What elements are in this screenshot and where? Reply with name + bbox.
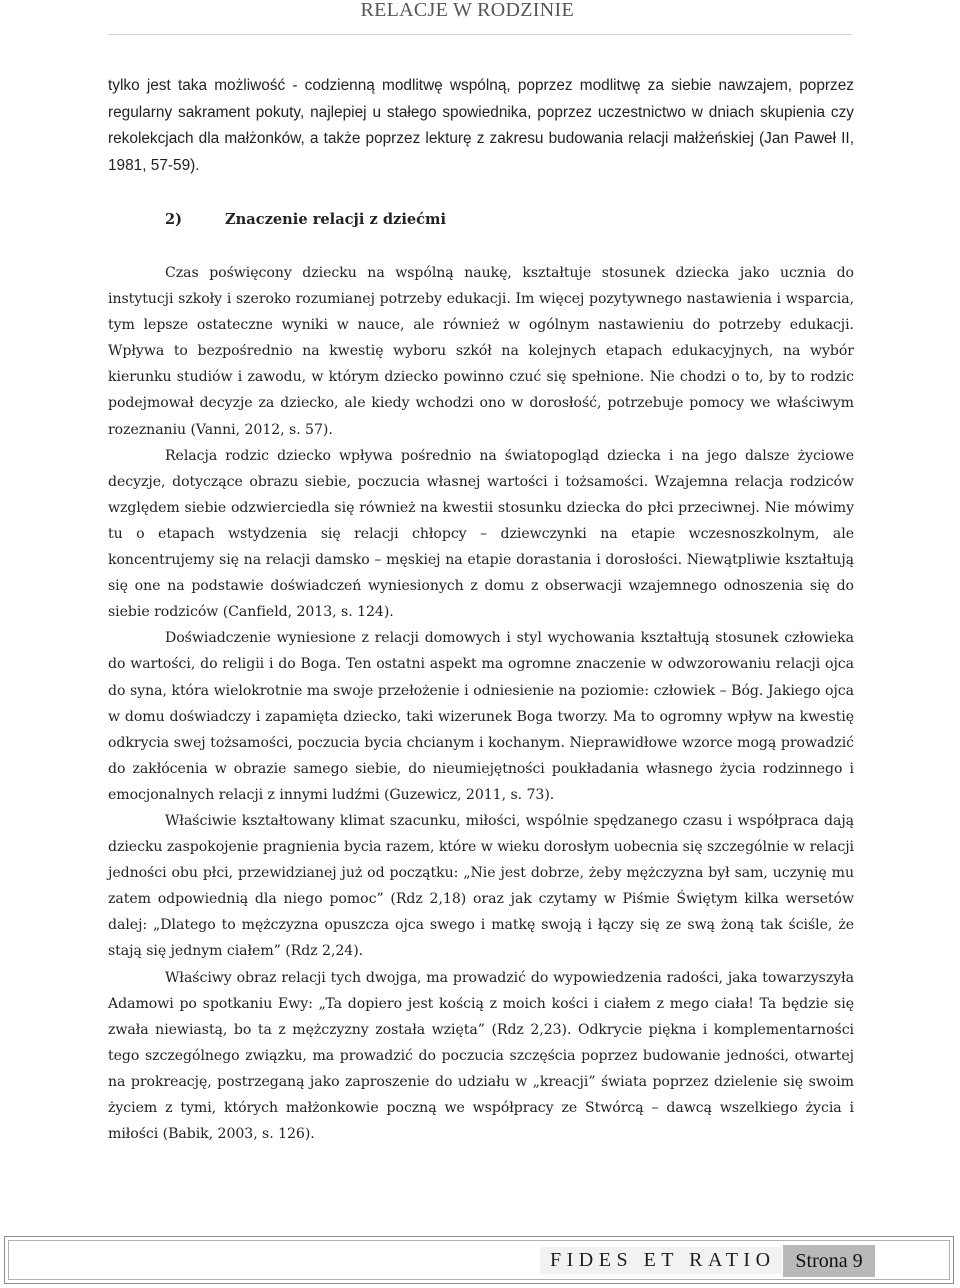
page-content <box>108 73 854 1147</box>
paragraph-2: Relacja rodzic dziecko wpływa pośrednio na światopogląd dziecka i na jego dalsze życiowe decyzje, dotyczące obrazu siebie, poczucia własnej wartości i tożsamości. Wzajemna relacja rodziców względem siebie odzwierciedla się również na kwestii stosunku dziecka do płci przeciwnej. Nie mówimy tu o etapach wstydzenia się relacji chłopcy – dziewczynki na etapie wczesnoszkolnym, ale koncentrujemy się na relacji damsko – męskiej na etapie dorastania i dorosłości. Niewątpliwie kształtują się one na podstawie doświadczeń wyniesionych z domu z obserwacji wzajemnego odnoszenia się do siebie rodziców (Canfield, 2013, s. 124). <box>108 447 854 621</box>
running-header-title: RELACJE W RODZINIE <box>360 0 574 21</box>
section-heading <box>165 207 854 233</box>
page-header <box>0 0 960 34</box>
footer-brand: FIDES ET RATIO <box>540 1247 782 1274</box>
section-title: Znaczenie relacji z dziećmi <box>225 211 447 228</box>
paragraph-5: Właściwy obraz relacji tych dwojga, ma prowadzić do wypowiedzenia radości, jaka towarzyszyła Adamowi po spotkaniu Ewy: „Ta dopiero jest kością z moich kości i ciałem z mego ciała! Ta będzie się zwała niewiastą, bo ta z mężczyzny została wzięta” (Rdz 2,23). Odkrycie piękna i komplementarności tego szczególnego związku, ma prowadzić do poczucia szczęścia poprzez budowanie jedności, otwartej na prokreację, postrzeganą jako zaproszenie do udziału w „kreacji” świata poprzez dzielenie się swoim życiem z tymi, których małżonkowie poczną we współpracy ze Stwórcą – dawcą wszelkiego życia i miłości (Babik, 2003, s. 126). <box>108 969 854 1143</box>
paragraph-3: Doświadczenie wyniesione z relacji domowych i styl wychowania kształtują stosunek człowieka do wartości, do religii i do Boga. Ten ostatni aspekt ma ogromne znaczenie w odwzorowaniu relacji ojca do syna, która wielokrotnie ma swoje przełożenie i odniesienie na poziomie: człowiek – Bóg. Jakiego ojca w domu doświadczy i zapamięta dziecko, taki wizerunek Boga tworzy. Ma to ogromny wpływ na kwestię odkrycia swej tożsamości, poczucia bycia chcianym i kochanym. Nieprawidłowe wzorce mogą prowadzić do zakłócenia w obrazie samego siebie, do nieumiejętności poukładania własnego życia rodzinnego i emocjonalnych relacji z innymi ludźmi (Guzewicz, 2011, s. 73). <box>108 630 854 803</box>
paragraph-1: Czas poświęcony dziecku na wspólną naukę, kształtuje stosunek dziecka jako ucznia do instytucji szkoły i szeroko rozumianej potrzeby edukacji. Im więcej pozytywnego nastawienia i wsparcia, tym lepsze ostateczne wyniki w nauce, ale również w ogólnym nastawieniu do potrzeby edukacji. Wpływa to bezpośrednio na kwestię wyboru szkół na kolejnych etapach edukacyjnych, na wybór kierunku studiów i zawodu, w którym dziecko powinno czuć się spełnione. Nie chodzi o to, by to rodzic podejmował decyzje za dziecko, ale kiedy wchodzi ono w dorosłość, potrzebuje pomocy we właściwym rozeznaniu (Vanni, 2012, s. 57). <box>108 265 854 438</box>
section-body <box>108 260 854 1147</box>
paragraph-4: Właściwie kształtowany klimat szacunku, miłości, wspólnie spędzanego czasu i współpraca dają dziecku zaspokojenie pragnienia bycia razem, które w wieku dorosłym uobecnia się szczególnie w relacji jedności obu płci, przewidzianej już od początku: „Nie jest dobrze, żeby mężczyzna był sam, uczynię mu zatem odpowiednią dla niego pomoc” (Rdz 2,18) oraz jak czytamy w Piśmie Świętym kilka wersetów dalej: „Dlatego to mężczyzna opuszcza ojca swego i matkę swoją i łączy się ze swą żoną tak ściśle, że stają się jednym ciałem” (Rdz 2,24). <box>108 812 854 960</box>
header-rule <box>108 34 852 35</box>
intro-paragraph: tylko jest taka możliwość - codzienną modlitwę wspólną, poprzez modlitwę za siebie nawzajem, poprzez regularny sakrament pokuty, najlepiej u stałego spowiednika, poprzez uczestnictwo w dniach skupienia czy rekolekcjach dla małżonków, a także poprzez lekturę z zakresu budowania relacji małżeńskiej (Jan Paweł II, 1981, 57-59). <box>108 77 854 174</box>
section-number: 2) <box>165 211 183 228</box>
page-number-badge: Strona 9 <box>783 1245 875 1277</box>
page-footer <box>4 1236 954 1284</box>
